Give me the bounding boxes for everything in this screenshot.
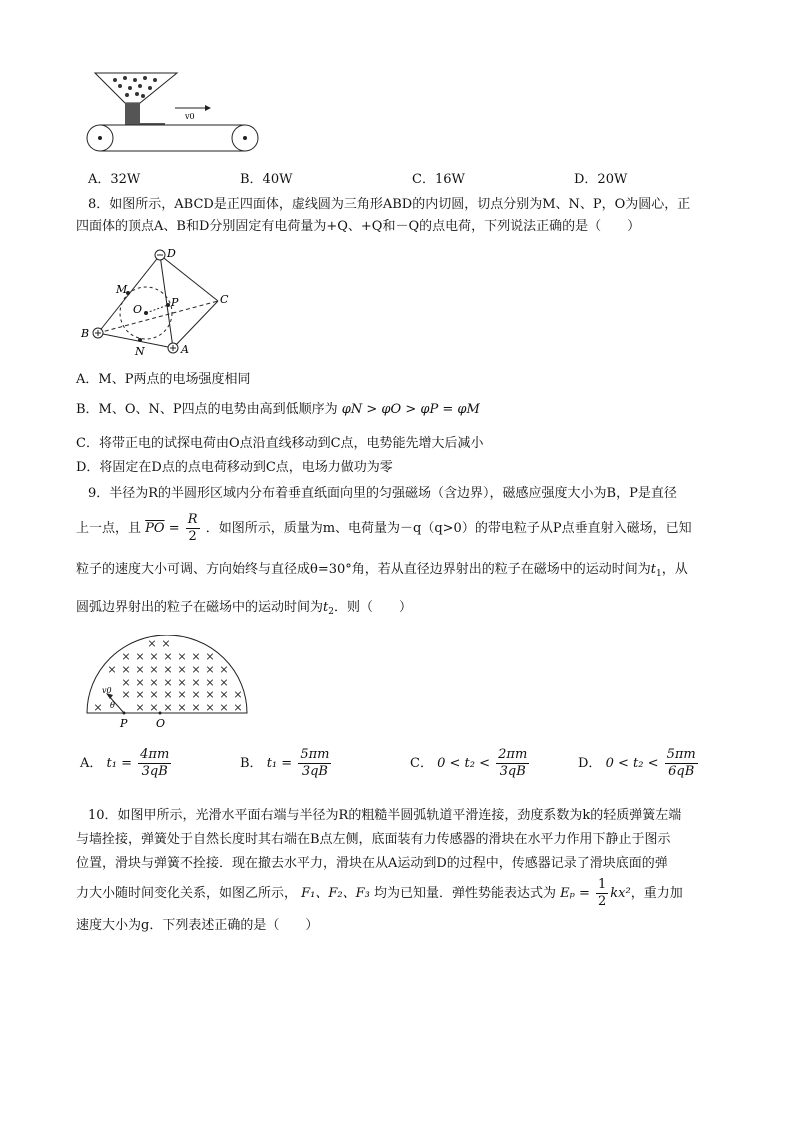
svg-text:×: × bbox=[205, 676, 215, 689]
q9-stem-line2 bbox=[76, 512, 692, 546]
svg-text:×: × bbox=[219, 688, 229, 701]
label-o-point: O bbox=[156, 717, 166, 730]
label-o: O bbox=[133, 303, 143, 316]
svg-text:×: × bbox=[121, 663, 131, 676]
q10-stem-line3: 位置，滑块与弹簧不拴接．现在撤去水平力，滑块在从A运动到D的过程中，传感器记录了滑块底面的弹 bbox=[76, 856, 668, 871]
svg-text:×: × bbox=[191, 650, 201, 663]
svg-text:×: × bbox=[163, 701, 173, 714]
q9-line3-post: ，从 bbox=[661, 562, 688, 577]
svg-text:×: × bbox=[177, 701, 187, 714]
svg-text:×: × bbox=[205, 688, 215, 701]
svg-text:×: × bbox=[135, 676, 145, 689]
svg-text:×: × bbox=[219, 676, 229, 689]
q9-equals: = bbox=[168, 521, 180, 536]
svg-text:×: × bbox=[121, 676, 131, 689]
svg-text:×: × bbox=[191, 663, 201, 676]
q8-option-b-formula: φN > φO > φP = φM bbox=[341, 402, 480, 417]
q10-line4-pre: 力大小随时间变化关系，如图乙所示， bbox=[76, 886, 298, 901]
svg-text:×: × bbox=[161, 637, 171, 650]
q7-option-c[interactable]: C．16W bbox=[412, 172, 465, 187]
svg-text:×: × bbox=[107, 663, 117, 676]
t2-sub: 2 bbox=[328, 607, 334, 617]
svg-text:×: × bbox=[205, 701, 215, 714]
q9-option-d[interactable]: D． 0 < t₂ < $\frac{5\pi m}{6qB}$ bbox=[578, 747, 696, 779]
q9-stem-line3 bbox=[76, 560, 688, 584]
svg-text:×: × bbox=[149, 701, 159, 714]
label-c: C bbox=[220, 293, 229, 306]
velocity-label: v0 bbox=[185, 112, 195, 121]
svg-text:×: × bbox=[205, 650, 215, 663]
svg-text:×: × bbox=[135, 663, 145, 676]
svg-text:×: × bbox=[135, 701, 145, 714]
svg-text:×: × bbox=[163, 676, 173, 689]
svg-text:×: × bbox=[149, 650, 159, 663]
q7-option-b[interactable]: B．40W bbox=[240, 172, 293, 187]
svg-text:×: × bbox=[177, 663, 187, 676]
svg-text:×: × bbox=[233, 688, 243, 701]
q9-stem-line4 bbox=[76, 598, 412, 622]
q9-line2-pre: 上一点，且 bbox=[76, 521, 142, 536]
fraction-one-half: $\frac{1}{2}$ bbox=[598, 877, 607, 909]
label-d: D bbox=[167, 247, 176, 260]
label-b: B bbox=[81, 327, 90, 340]
q10-stem-line4 bbox=[76, 876, 683, 912]
q9-stem-line1: 9．半径为R的半圆形区域内分布着垂直纸面向里的匀强磁场（含边界），磁感应强度大小为B，P是直径 bbox=[88, 486, 677, 501]
theta-label: θ bbox=[110, 701, 115, 710]
q10-line4-mid: 均为已知量．弹性势能表达式为 bbox=[374, 886, 557, 901]
t2-symbol: t bbox=[323, 600, 329, 615]
elastic-energy-symbol: Eₚ = bbox=[560, 886, 590, 901]
q10-stem-line5: 速度大小为g．下列表述正确的是（ ） bbox=[76, 918, 319, 933]
q7-option-a[interactable]: A．32W bbox=[88, 172, 141, 187]
svg-text:×: × bbox=[135, 688, 145, 701]
v0-label: v0 bbox=[102, 686, 112, 695]
q9-option-c[interactable]: C． 0 < t₂ < $\frac{2\pi m}{3qB}$ bbox=[410, 747, 528, 779]
svg-text:×: × bbox=[121, 688, 131, 701]
q8-stem-line1: 8．如图所示，ABCD是正四面体，虚线圆为三角形ABD的内切圆，切点分别为M、N、P，O为圆心，正 bbox=[88, 197, 691, 212]
q9-line3-pre: 粒子的速度大小可调、方向始终与直径成θ=30°角，若从直径边界射出的粒子在磁场中的运动时间为 bbox=[76, 562, 651, 577]
q10-stem-line1: 10．如图甲所示，光滑水平面右端与半径为R的粗糙半圆弧轨道平滑连接，劲度系数为k的轻质弹簧左端 bbox=[88, 808, 682, 823]
forces-f1-f2-f3: F₁、F₂、F₃ bbox=[301, 886, 370, 901]
q7-option-d[interactable]: D．20W bbox=[574, 172, 628, 187]
svg-text:×: × bbox=[233, 701, 243, 714]
svg-text:×: × bbox=[149, 663, 159, 676]
svg-text:×: × bbox=[191, 676, 201, 689]
q9-option-b[interactable]: B． t₁ = $\frac{5\pi m}{3qB}$ bbox=[240, 747, 330, 779]
q8-stem-line2: 四面体的顶点A、B和D分别固定有电荷量为+Q、+Q和－Q的点电荷，下列说法正确的是（ ） bbox=[76, 219, 641, 234]
label-m: M bbox=[116, 283, 128, 296]
label-n: N bbox=[135, 345, 145, 358]
q8-option-b-text: B．M、O、N、P四点的电势由高到低顺序为 bbox=[76, 402, 338, 417]
svg-text:×: × bbox=[219, 663, 229, 676]
svg-text:×: × bbox=[177, 650, 187, 663]
q8-option-b[interactable] bbox=[76, 400, 480, 420]
kx-squared: kx² bbox=[610, 886, 631, 901]
label-p: P bbox=[171, 296, 179, 309]
q10-line4-post: ，重力加 bbox=[630, 886, 683, 901]
q8-option-a[interactable]: A．M、P两点的电场强度相同 bbox=[76, 372, 251, 387]
conveyor-figure bbox=[85, 68, 265, 158]
svg-text:×: × bbox=[163, 688, 173, 701]
q9-line4-pre: 圆弧边界射出的粒子在磁场中的运动时间为 bbox=[76, 600, 324, 615]
fraction-r-over-2: $\frac{R}{2}$ bbox=[187, 512, 198, 544]
q9-line4-post: ．则（ ） bbox=[333, 600, 412, 615]
svg-text:×: × bbox=[177, 688, 187, 701]
q9-option-a[interactable]: A． t₁ = $\frac{4\pi m}{3qB}$ bbox=[80, 747, 170, 779]
segment-po: $\overline{PO}$ bbox=[145, 521, 165, 536]
t1-sub: 1 bbox=[656, 569, 662, 579]
label-p-point: P bbox=[120, 717, 128, 730]
svg-text:×: × bbox=[149, 676, 159, 689]
q8-option-c[interactable]: C．将带正电的试探电荷由O点沿直线移动到C点，电势能先增大后减小 bbox=[76, 436, 484, 451]
svg-text:×: × bbox=[205, 663, 215, 676]
svg-text:×: × bbox=[191, 688, 201, 701]
svg-text:×: × bbox=[191, 701, 201, 714]
svg-text:×: × bbox=[163, 650, 173, 663]
q8-option-d[interactable]: D．将固定在D点的点电荷移动到C点，电场力做功为零 bbox=[76, 460, 393, 475]
semicircle-field-figure bbox=[82, 635, 252, 730]
svg-text:×: × bbox=[177, 676, 187, 689]
svg-text:×: × bbox=[147, 637, 157, 650]
tetrahedron-figure bbox=[78, 243, 238, 363]
svg-text:×: × bbox=[219, 701, 229, 714]
q10-stem-line2: 与墙拴接，弹簧处于自然长度时其右端在B点左侧，底面装有力传感器的滑块在水平力作用下静止于图示 bbox=[76, 832, 671, 847]
label-a: A bbox=[181, 343, 189, 356]
svg-text:×: × bbox=[121, 650, 131, 663]
svg-text:×: × bbox=[93, 701, 103, 714]
svg-text:×: × bbox=[163, 663, 173, 676]
svg-text:×: × bbox=[149, 688, 159, 701]
q9-line2-post: ．如图所示，质量为m、电荷量为－q（q>0）的带电粒子从P点垂直射入磁场，已知 bbox=[205, 521, 692, 536]
t1-symbol: t bbox=[650, 562, 656, 577]
svg-text:×: × bbox=[135, 650, 145, 663]
